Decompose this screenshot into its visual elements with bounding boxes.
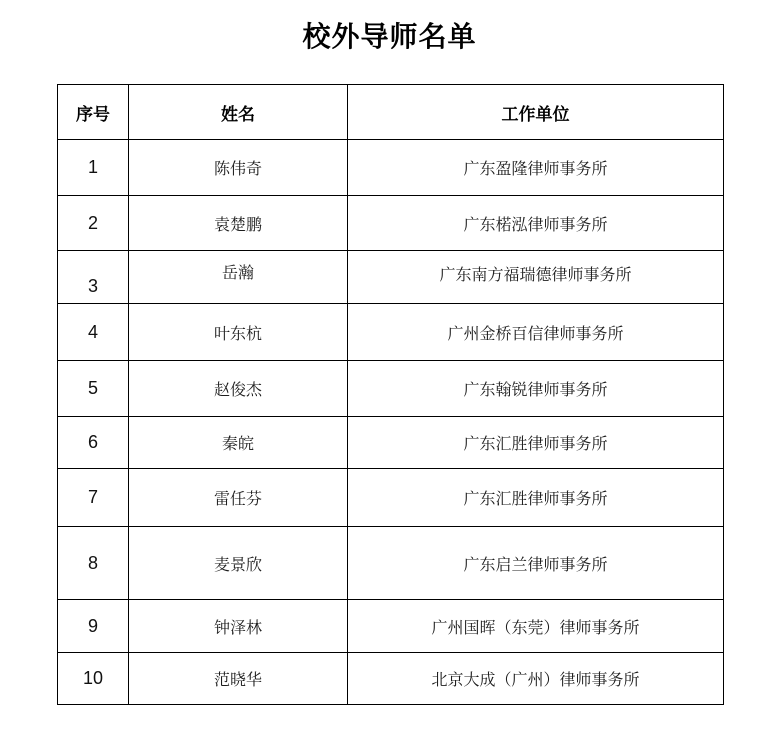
mentor-name: 钟泽林 [213,619,262,637]
name-cell [129,417,348,469]
row-number-cell [58,417,129,469]
workunit-cell [348,600,724,653]
mentor-table [57,84,724,705]
mentor-name: 范晓华 [213,672,262,689]
table-body [58,140,724,705]
workunit: 广州金桥百信律师事务所 [447,325,624,343]
table-row [58,140,724,196]
workunit-cell [348,469,724,527]
row-number-cell [58,304,129,361]
workunit: 北京大成（广州）律师事务所 [431,672,640,689]
table-row [58,527,724,600]
table-row [58,469,724,527]
workunit: 广东盈隆律师事务所 [463,161,608,178]
workunit-cell [348,196,724,251]
workunit: 广东楉泓律师事务所 [463,216,608,234]
row-number: 7 [87,487,98,507]
workunit-cell [348,304,724,361]
table-header [58,85,724,140]
workunit-cell [348,251,724,304]
workunit: 广东南方福瑞德律师事务所 [439,266,632,284]
header-number: 序号 [58,85,129,140]
mentor-name: 叶东杭 [213,325,262,343]
workunit: 广东翰锐律师事务所 [463,382,608,399]
workunit-cell [348,653,724,705]
row-number: 8 [87,552,98,573]
row-number: 3 [87,275,98,296]
row-number: 5 [87,378,98,398]
table-row [58,600,724,653]
row-number: 2 [87,212,98,233]
row-number: 6 [87,432,98,452]
workunit: 广东汇胜律师事务所 [463,436,608,453]
workunit-cell [348,527,724,600]
header-name: 姓名 [129,85,348,140]
name-cell [129,653,348,705]
workunit-cell [348,417,724,469]
page-title: 校外导师名单 [302,22,477,53]
row-number-cell [58,653,129,705]
mentor-name: 赵俊杰 [213,382,262,399]
mentor-name: 袁楚鹏 [213,216,262,234]
table-row [58,417,724,469]
name-cell [129,600,348,653]
table-row [58,653,724,705]
header-workunit: 工作单位 [348,85,724,140]
table-row [58,196,724,251]
workunit: 广东汇胜律师事务所 [463,491,608,508]
workunit-cell [348,361,724,417]
mentor-name: 陈伟奇 [213,161,262,178]
row-number-cell [58,469,129,527]
row-number-cell [58,600,129,653]
workunit: 广州国晖（东莞）律师事务所 [431,619,640,637]
workunit: 广东启兰律师事务所 [463,556,608,574]
name-cell [129,527,348,600]
row-number: 4 [87,321,98,342]
mentor-name: 麦景欣 [213,556,262,574]
name-cell [129,469,348,527]
row-number-cell [58,527,129,600]
mentor-name: 秦皖 [221,436,254,453]
table-row [58,251,724,304]
name-cell [129,140,348,196]
row-number-cell [58,140,129,196]
name-cell [129,251,348,304]
row-number-cell [58,361,129,417]
row-number-cell [58,251,129,304]
name-cell [129,361,348,417]
workunit-cell [348,140,724,196]
mentor-name: 岳瀚 [221,264,254,282]
name-cell [129,196,348,251]
table-row [58,361,724,417]
row-number: 1 [87,157,98,177]
row-number-cell [58,196,129,251]
name-cell [129,304,348,361]
mentor-name: 雷任芬 [213,491,262,508]
row-number: 9 [87,615,98,636]
header-row [58,85,724,140]
row-number: 10 [82,668,104,688]
table-row [58,304,724,361]
